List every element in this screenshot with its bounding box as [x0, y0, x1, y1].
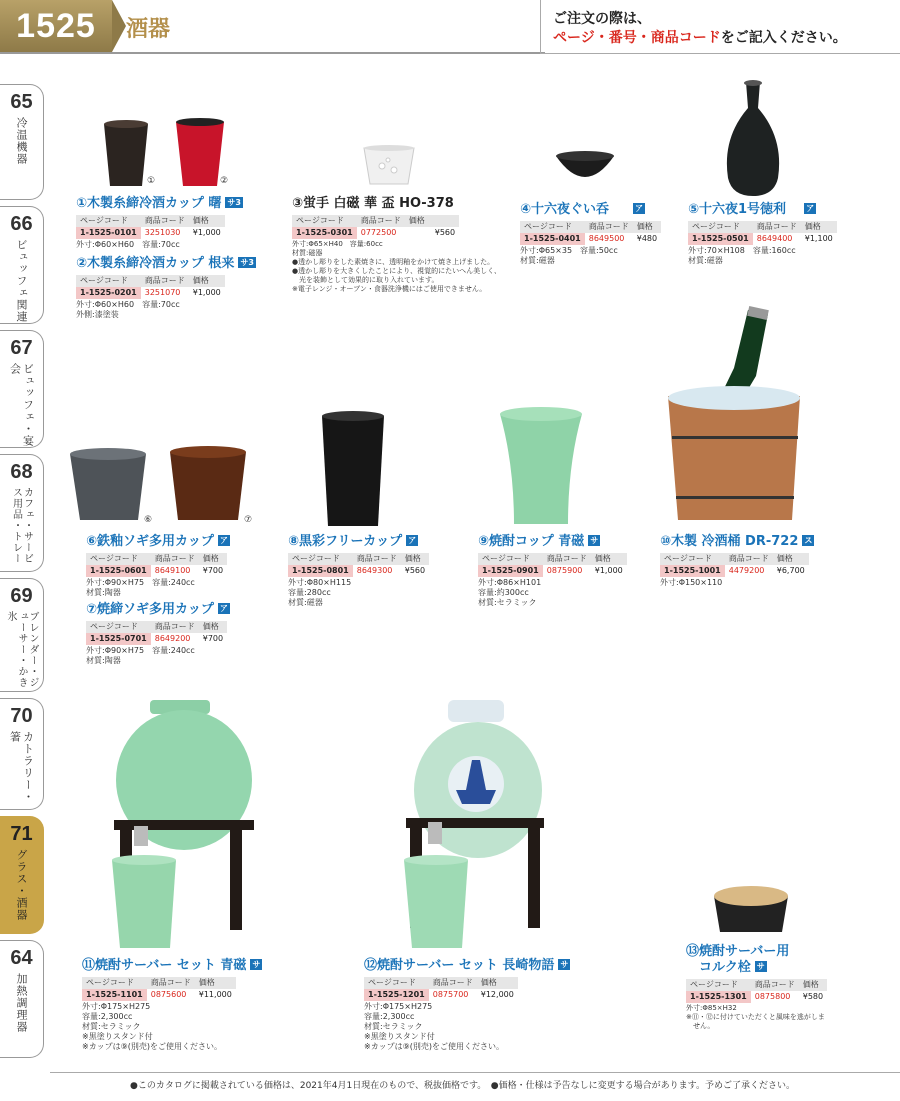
- tab-label: 加熱調理器: [15, 973, 28, 1033]
- page-code: 1-1525-0601: [86, 565, 151, 577]
- celadon-cup-photo: [496, 404, 586, 530]
- product-title: ⑤十六夜1号徳利: [688, 202, 787, 217]
- tab-label: 冷温機器: [15, 117, 28, 165]
- header-price: 価格: [195, 977, 236, 989]
- header-item-code: 商品コード: [753, 221, 801, 233]
- header-page-code: ページコード: [520, 221, 585, 233]
- tokkuri-bottle-photo: [720, 78, 786, 198]
- header-page-code: ページコード: [82, 977, 147, 989]
- black-free-cup-photo: [318, 410, 388, 530]
- header-price: 価格: [199, 621, 227, 633]
- supplier-badge: ア: [635, 204, 644, 213]
- header-price: 価格: [189, 215, 225, 227]
- supplier-badge: ア: [806, 204, 815, 213]
- price-table: [520, 221, 661, 245]
- price: ¥11,000: [198, 990, 232, 999]
- spec-text: 外寸:Φ85×H32 ※⑪・⑫に付けていただくと風味を逃がしま せん。: [686, 1004, 825, 1030]
- tab-label: ビュッフェ・宴会: [8, 363, 35, 447]
- item-code: 0875600: [150, 990, 187, 999]
- header-item-code: 商品コード: [353, 553, 401, 565]
- tab-69[interactable]: [0, 578, 44, 692]
- header-price: 価格: [189, 275, 225, 287]
- spec-text: 外寸:Φ175×H275 容量:2,300cc 材質:セラミック ※黒塗りスタンド付 ※カップは⑨(別売)をご使用ください。: [364, 1002, 505, 1051]
- header-price: 価格: [199, 553, 227, 565]
- price: ¥480: [636, 234, 658, 243]
- price: ¥6,700: [776, 566, 805, 575]
- price-table: [86, 553, 227, 577]
- tab-number: 68: [10, 461, 33, 483]
- category-title: 酒器: [126, 17, 171, 42]
- header-price: 価格: [477, 977, 518, 989]
- price: ¥560: [404, 566, 426, 575]
- product-8: [288, 534, 429, 608]
- item-code: 0772500: [360, 228, 397, 237]
- page-code: 1-1525-1201: [364, 989, 429, 1001]
- product-11: [82, 958, 262, 1052]
- header-item-code: 商品コード: [151, 553, 199, 565]
- photo-label-6: ⑥: [144, 515, 153, 525]
- price: ¥12,000: [480, 990, 514, 999]
- black-guinomi-photo: [554, 150, 616, 190]
- price-table: [688, 221, 837, 245]
- page-code: 1-1525-0301: [292, 227, 357, 239]
- tab-number: 67: [10, 337, 33, 359]
- product-title: ②木製糸締冷酒カップ 根来: [76, 256, 235, 271]
- price-table: [686, 979, 827, 1003]
- spec-text: 外寸:Φ150×110: [660, 578, 723, 587]
- header-rule: [0, 52, 545, 54]
- tab-label: カフェ・サービス用品・トレー: [10, 487, 33, 564]
- supplier-badge: サ3: [227, 198, 241, 207]
- white-porcelain-cup-photo: [360, 144, 420, 188]
- product-4: [520, 202, 661, 266]
- tab-label: ブレンダー・ジューサー・かき氷: [5, 611, 38, 688]
- item-code: 3251030: [144, 228, 181, 237]
- supplier-badge: ア: [408, 536, 417, 545]
- spec-text: 外寸:Φ80×H115 容量:280cc 材質:磁器: [288, 578, 352, 607]
- price: ¥560: [434, 228, 456, 237]
- header-page-code: ページコード: [76, 215, 141, 227]
- cork-stopper-photo: [712, 884, 790, 940]
- celadon-server-photo: [104, 700, 260, 950]
- price-table: [478, 553, 627, 577]
- product-6: [86, 534, 230, 598]
- item-code: 8649200: [154, 634, 191, 643]
- nagasaki-server-photo: [400, 700, 550, 950]
- product-title: ⑥鉄釉ソギ多用カップ: [86, 534, 214, 549]
- spec-text: 外寸:Φ175×H275 容量:2,300cc 材質:セラミック ※黒塗りスタンド付 ※カップは⑨(別売)をご使用ください。: [82, 1002, 223, 1051]
- page-code: 1-1525-0401: [520, 233, 585, 245]
- header-item-code: 商品コード: [141, 275, 189, 287]
- page-code: 1-1525-0701: [86, 633, 151, 645]
- tab-number: 71: [10, 823, 33, 845]
- header-page-code: ページコード: [364, 977, 429, 989]
- tab-number: 69: [10, 585, 33, 607]
- footer-note: ●このカタログに掲載されている価格は、2021年4月1日現在のもので、税抜価格です。 ●価格・仕様は予告なしに変更する場合があります。予めご了承ください。: [130, 1081, 795, 1091]
- page-code: 1-1525-1101: [82, 989, 147, 1001]
- product-title: ⑬焼酎サーバー用 コルク栓: [686, 944, 790, 975]
- header-item-code: 商品コード: [141, 215, 189, 227]
- supplier-badge: ス: [804, 536, 813, 545]
- price-table: [76, 275, 225, 299]
- item-code: 0875900: [546, 566, 583, 575]
- wooden-sake-tub-photo: [660, 306, 808, 526]
- price-table: [292, 215, 459, 239]
- header-item-code: 商品コード: [151, 621, 199, 633]
- tab-68[interactable]: [0, 454, 44, 572]
- price-table: [660, 553, 809, 577]
- tab-67[interactable]: [0, 330, 44, 448]
- order-notice: [540, 0, 900, 54]
- price: ¥700: [202, 634, 224, 643]
- product-title: ⑫焼酎サーバー セット 長崎物語: [364, 958, 555, 973]
- notice-emphasis: ページ・番号・商品コード: [553, 30, 721, 46]
- item-code: 8649300: [356, 566, 393, 575]
- header-page-code: ページコード: [292, 215, 357, 227]
- tab-71[interactable]: [0, 816, 44, 934]
- header-price: 価格: [633, 221, 661, 233]
- page-code: 1-1525-0101: [76, 227, 141, 239]
- item-code: 4479200: [728, 566, 765, 575]
- header-price: 価格: [401, 553, 429, 565]
- price: ¥700: [202, 566, 224, 575]
- product-7: [86, 602, 230, 666]
- header-price: 価格: [591, 553, 627, 565]
- page-number: 1525: [0, 0, 112, 52]
- product-13: [686, 944, 827, 1031]
- header-page-code: ページコード: [288, 553, 353, 565]
- tab-65[interactable]: [0, 84, 44, 200]
- supplier-badge: ア: [219, 604, 228, 613]
- spec-text: 外寸:Φ90×H75 容量:240cc 材質:陶器: [86, 578, 195, 597]
- header-item-code: 商品コード: [429, 977, 477, 989]
- photo-label-2: ②: [220, 176, 229, 186]
- photo-label-7: ⑦: [244, 515, 253, 525]
- price: ¥1,000: [594, 566, 623, 575]
- product-title: ⑦焼締ソギ多用カップ: [86, 602, 214, 617]
- tab-number: 66: [10, 213, 33, 235]
- header-item-code: 商品コード: [725, 553, 773, 565]
- product-1: [76, 196, 243, 250]
- header-page-code: ページコード: [86, 553, 151, 565]
- tab-70[interactable]: [0, 698, 44, 810]
- product-title: ⑧黒彩フリーカップ: [288, 534, 403, 549]
- price-table: [86, 621, 227, 645]
- tab-64[interactable]: [0, 940, 44, 1058]
- header-price: 価格: [799, 979, 827, 991]
- tab-label: ビュッフェ関連: [15, 239, 28, 323]
- supplier-badge: サ3: [240, 258, 254, 267]
- item-code: 3251070: [144, 288, 181, 297]
- spec-text: 外寸:Φ60×H60 容量:70cc 外側:漆塗装: [76, 300, 180, 319]
- header-page-code: ページコード: [660, 553, 725, 565]
- page-code: 1-1525-0501: [688, 233, 753, 245]
- item-code: 8649100: [154, 566, 191, 575]
- item-code: 8649400: [756, 234, 793, 243]
- product-9: [478, 534, 627, 608]
- price-table: [82, 977, 236, 1001]
- item-code: 8649500: [588, 234, 625, 243]
- price-table: [76, 215, 225, 239]
- product-title: ⑪焼酎サーバー セット 青磁: [82, 958, 247, 973]
- sogi-cups-photo: [66, 446, 256, 530]
- page-code: 1-1525-0801: [288, 565, 353, 577]
- product-title: ⑨焼酎コップ 青磁: [478, 534, 585, 549]
- header-page-code: ページコード: [478, 553, 543, 565]
- supplier-badge: サ: [560, 960, 569, 969]
- header-price: 価格: [405, 215, 459, 227]
- product-5: [688, 202, 837, 266]
- page-code: 1-1525-1001: [660, 565, 725, 577]
- supplier-badge: ア: [219, 536, 228, 545]
- header-price: 価格: [801, 221, 837, 233]
- price: ¥1,100: [804, 234, 833, 243]
- header-item-code: 商品コード: [585, 221, 633, 233]
- header-item-code: 商品コード: [357, 215, 405, 227]
- header-item-code: 商品コード: [543, 553, 591, 565]
- notice-line1: ご注文の際は、: [553, 11, 651, 27]
- tab-66[interactable]: [0, 206, 44, 324]
- tab-label: カトラリー・箸: [8, 731, 35, 803]
- page-code: 1-1525-0201: [76, 287, 141, 299]
- product-10: [660, 534, 814, 588]
- header-page-code: ページコード: [76, 275, 141, 287]
- notice-tail: をご記入ください。: [720, 30, 847, 46]
- product-title: ③蛍手 白磁 華 盃 HO-378: [292, 196, 454, 211]
- product-2: [76, 256, 256, 320]
- header-page-code: ページコード: [686, 979, 751, 991]
- tab-label: グラス・酒器: [15, 849, 28, 921]
- footer-rule: [50, 1072, 900, 1073]
- spec-text: 外寸:Φ90×H75 容量:240cc 材質:陶器: [86, 646, 195, 665]
- product-title: ⑩木製 冷酒桶 DR-722: [660, 534, 799, 549]
- header-price: 価格: [773, 553, 809, 565]
- spec-text: 外寸:Φ65×H40 容量:60cc 材質:磁器 ●透かし彫りをした素焼きに、透明釉をかけて焼き上げました。 ●透かし彫りを大きくしたことにより、視覚的にたいへん美しく、 光を装飾として効果的に取り入れています。 ※電子レンジ・オーブン・食器洗浄機にはご使用できません。: [292, 240, 501, 293]
- spec-text: 外寸:Φ65×35 容量:50cc 材質:磁器: [520, 246, 618, 265]
- tab-number: 70: [10, 705, 33, 727]
- product-12: [364, 958, 570, 1052]
- spec-text: 外寸:Φ60×H60 容量:70cc: [76, 240, 180, 249]
- header-page-code: ページコード: [86, 621, 151, 633]
- price: ¥580: [802, 992, 824, 1001]
- header-item-code: 商品コード: [751, 979, 799, 991]
- price-table: [288, 553, 429, 577]
- supplier-badge: サ: [252, 960, 261, 969]
- price: ¥1,000: [192, 288, 221, 297]
- photo-label-1: ①: [147, 176, 156, 186]
- tab-number: 64: [10, 947, 33, 969]
- tab-number: 65: [10, 91, 33, 113]
- supplier-badge: サ: [590, 536, 599, 545]
- price: ¥1,000: [192, 228, 221, 237]
- spec-text: 外寸:Φ86×H101 容量:約300cc 材質:セラミック: [478, 578, 542, 607]
- item-code: 0875800: [754, 992, 791, 1001]
- page-code: 1-1525-0901: [478, 565, 543, 577]
- header-item-code: 商品コード: [147, 977, 195, 989]
- item-code: 0875700: [432, 990, 469, 999]
- price-table: [364, 977, 518, 1001]
- header-page-code: ページコード: [688, 221, 753, 233]
- page-code: 1-1525-1301: [686, 991, 751, 1003]
- product-title: ①木製糸締冷酒カップ 曙: [76, 196, 222, 211]
- product-3: [292, 196, 501, 294]
- supplier-badge: サ: [756, 962, 765, 971]
- spec-text: 外寸:70×H108 容量:160cc 材質:磁器: [688, 246, 796, 265]
- product-title: ④十六夜ぐい呑: [520, 202, 610, 217]
